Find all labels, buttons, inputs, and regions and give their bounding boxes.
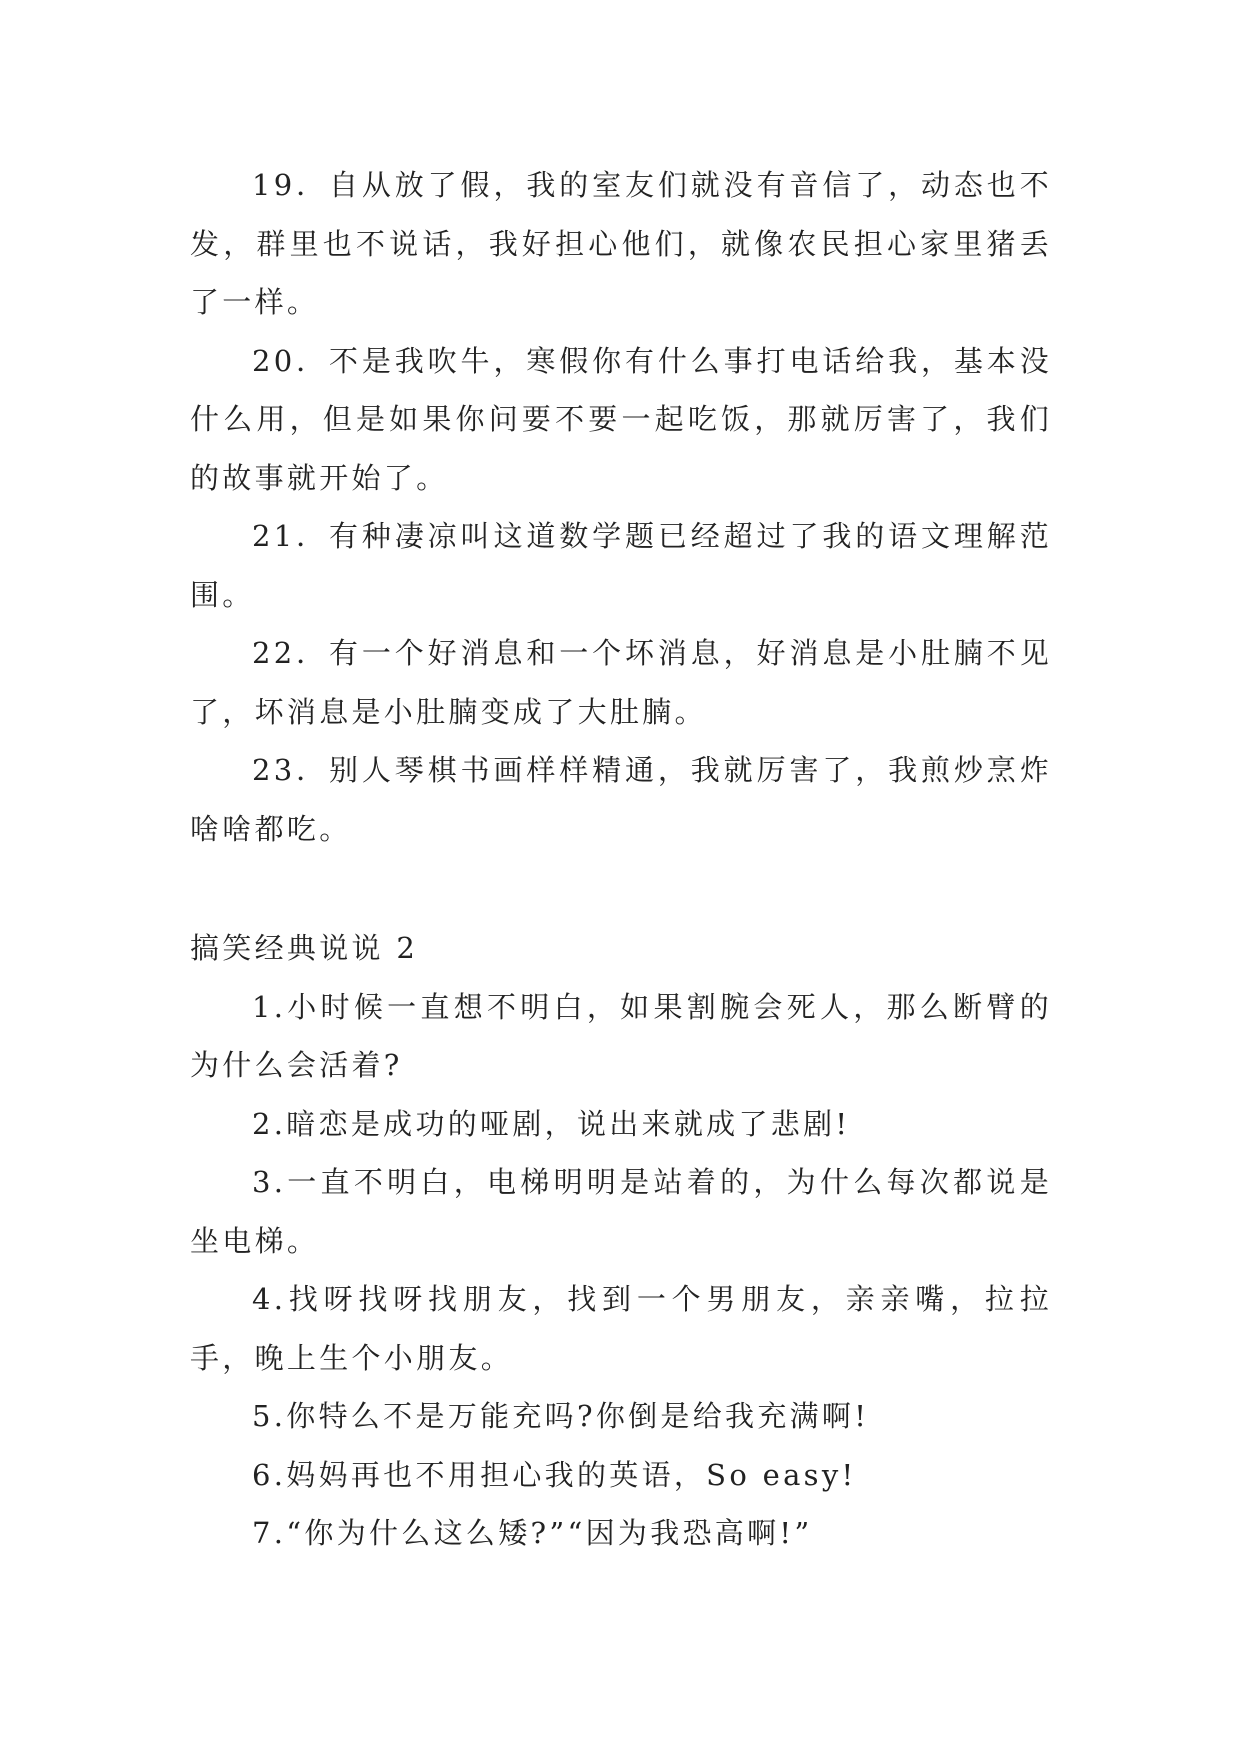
list-item: 22．有一个好消息和一个坏消息，好消息是小肚腩不见了，坏消息是小肚腩变成了大肚腩。 xyxy=(190,636,1052,729)
list-item: 21．有种凄凉叫这道数学题已经超过了我的语文理解范围。 xyxy=(190,519,1052,612)
list-item: 7.“你为什么这么矮?”“因为我恐高啊!” xyxy=(252,1516,813,1550)
list-item: 6.妈妈再也不用担心我的英语，So easy! xyxy=(252,1457,857,1492)
list-item: 20．不是我吹牛，寒假你有什么事打电话给我，基本没什么用，但是如果你问要不要一起吃饭，那就厉害了，我们的故事就开始了。 xyxy=(190,343,1052,495)
list-item: 3.一直不明白，电梯明明是站着的，为什么每次都说是坐电梯。 xyxy=(190,1165,1052,1258)
list-item: 2.暗恋是成功的哑剧，说出来就成了悲剧! xyxy=(252,1106,851,1141)
list-item: 4.找呀找呀找朋友，找到一个男朋友，亲亲嘴，拉拉手，晚上生个小朋友。 xyxy=(190,1282,1052,1375)
list-item: 23．别人琴棋书画样样精通，我就厉害了，我煎炒烹炸啥啥都吃。 xyxy=(190,753,1052,846)
document-body xyxy=(190,156,1052,1563)
list-item: 5.你特么不是万能充吗?你倒是给我充满啊! xyxy=(252,1399,870,1433)
list-item: 1.小时候一直想不明白，如果割腕会死人，那么断臂的为什么会活着? xyxy=(190,989,1052,1082)
list-item: 19．自从放了假，我的室友们就没有音信了，动态也不发，群里也不说话，我好担心他们，就像农民担心家里猪丢了一样。 xyxy=(190,168,1052,319)
section-heading: 搞笑经典说说 2 xyxy=(190,931,419,965)
